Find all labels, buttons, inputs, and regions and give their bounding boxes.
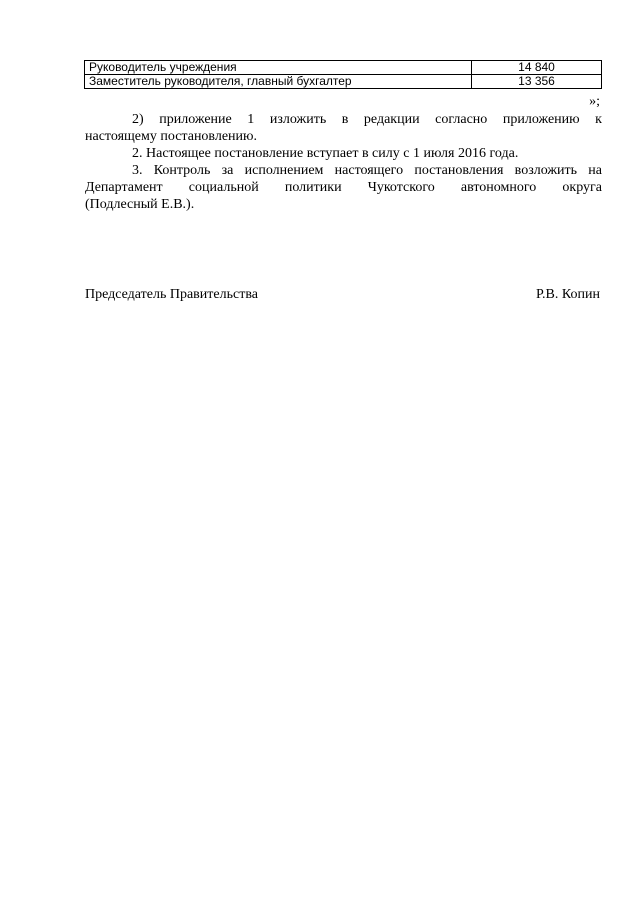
paragraph-control-end: (Подлесный Е.В.).	[85, 197, 195, 212]
table-row	[85, 75, 602, 89]
position-cell: Заместитель руководителя, главный бухгалтер	[85, 75, 472, 89]
signatory-name: Р.В. Копин	[536, 287, 600, 302]
table-row	[85, 61, 602, 75]
amount-cell: 13 356	[472, 75, 602, 89]
salary-table	[84, 60, 602, 89]
amount-cell: 14 840	[472, 61, 602, 75]
paragraph-control: 3. Контроль за исполнением настоящего постановления возложить на	[132, 163, 602, 178]
paragraph-item-2-continuation: настоящему постановлению.	[85, 129, 257, 144]
signatory-title: Председатель Правительства	[85, 287, 258, 302]
paragraph-item-2: 2) приложение 1 изложить в редакции согласно приложению к	[132, 112, 602, 127]
position-cell: Руководитель учреждения	[85, 61, 472, 75]
paragraph-effective-date: 2. Настоящее постановление вступает в силу с 1 июля 2016 года.	[132, 146, 519, 161]
closing-quote: »;	[589, 94, 600, 109]
paragraph-control-continuation: Департамент социальной политики Чукотского автономного округа	[85, 180, 602, 195]
